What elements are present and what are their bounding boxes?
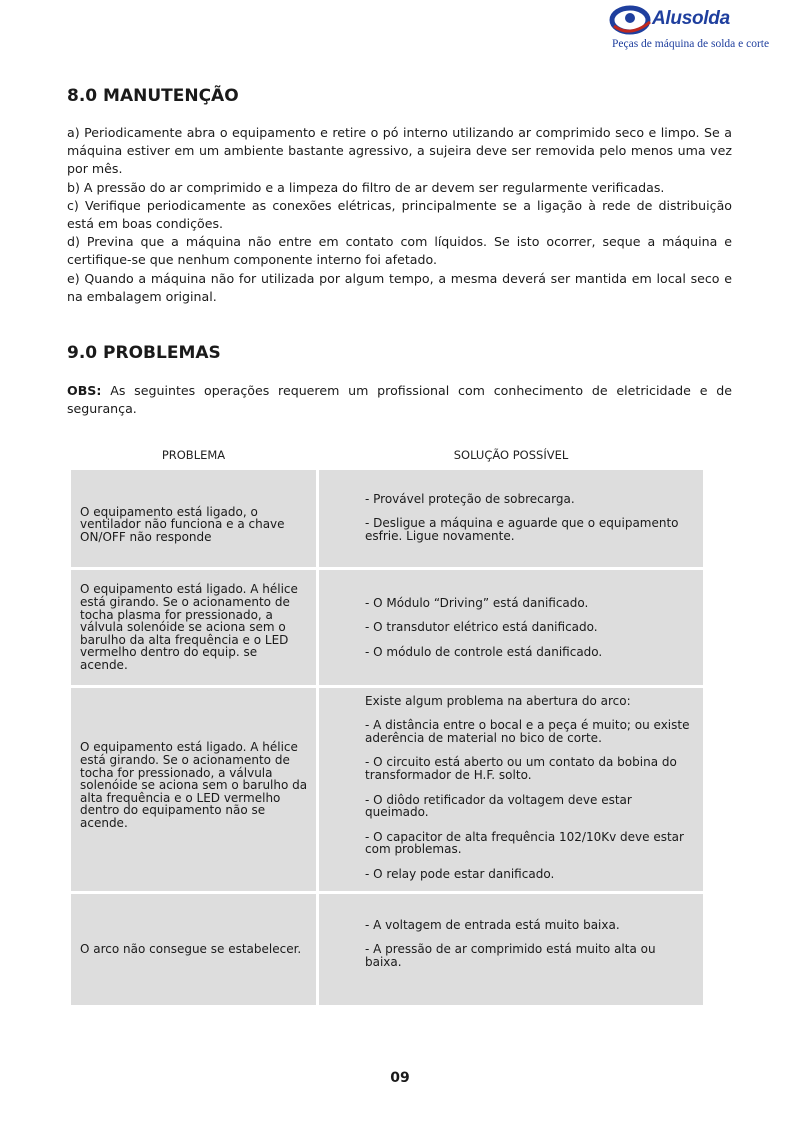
solution-item: - O circuito está aberto ou um contato da bobina do transformador de H.F. solto. [365, 755, 677, 782]
maintenance-list [67, 124, 732, 306]
maintenance-item-d: d) Previna que a máquina não entre em contato com líquidos. Se isto ocorrer, seque a máquina e certifique-se que nenhum componente interno foi afetado. [67, 234, 732, 268]
problem-text: O equipamento está ligado. A hélice está girando. Se o acionamento de tocha for pressionado, a válvula solenóide se aciona sem o barulho da alta frequência e o LED vermelho dentro do equipamento não se acende. [80, 740, 308, 830]
section-title-problems: 9.0 PROBLEMAS [67, 343, 221, 363]
solution-item: - A pressão de ar comprimido está muito alta ou baixa. [365, 942, 656, 969]
solution-item: - O Módulo “Driving” está danificado. [365, 595, 589, 610]
solution-item: - Desligue a máquina e aguarde que o equipamento esfrie. Ligue novamente. [365, 516, 679, 543]
solution-item: - A distância entre o bocal e a peça é muito; ou existe aderência de material no bico de corte. [365, 718, 690, 745]
solution-heading: Existe algum problema na abertura do arco: [365, 693, 631, 708]
section-title-maintenance: 8.0 MANUTENÇÃO [67, 86, 239, 106]
problem-text: O equipamento está ligado. A hélice está girando. Se o acionamento de tocha plasma for pressionado, a válvula solenóide se aciona sem o barulho da alta frequência e o LED vermelho dentro do equip. se acende. [80, 582, 298, 672]
solution-item: - Provável proteção de sobrecarga. [365, 491, 575, 506]
solution-item: - O diôdo retificador da voltagem deve estar queimado. [365, 792, 632, 820]
table-row [71, 570, 703, 685]
solution-item: - A voltagem de entrada está muito baixa. [365, 917, 620, 932]
obs-note [67, 382, 732, 418]
logo-swoosh-icon [608, 4, 656, 38]
obs-label: OBS: [67, 383, 102, 398]
problem-cell [71, 570, 316, 685]
solution-cell [319, 688, 703, 891]
solution-item: - O módulo de controle está danificado. [365, 644, 603, 659]
solution-cell [319, 570, 703, 685]
table-row [71, 470, 703, 567]
header-problem: PROBLEMA [161, 448, 226, 462]
problem-cell [71, 894, 316, 1005]
solution-item: - O transdutor elétrico está danificado. [365, 620, 598, 635]
solution-item: - O relay pode estar danificado. [365, 866, 555, 881]
problem-text: O arco não consegue se estabelecer. [80, 942, 302, 957]
brand-logo [608, 4, 770, 54]
maintenance-item-b: b) A pressão do ar comprimido e a limpeza do filtro de ar devem ser regularmente verificadas. [67, 179, 665, 195]
solution-item: - O capacitor de alta frequência 102/10Kv deve estar com problemas. [365, 829, 684, 857]
maintenance-item-e: e) Quando a máquina não for utilizada por algum tempo, a mesma deverá ser mantida em local seco e na embalagem original. [67, 270, 732, 304]
solution-cell [319, 894, 703, 1005]
table-row [71, 894, 703, 1005]
page-number: 09 [390, 1070, 410, 1086]
maintenance-item-a: a) Periodicamente abra o equipamento e retire o pó interno utilizando ar comprimido seco e limpo. Se a máquina estiver em um ambiente bastante agressivo, a sujeira deve ser removida pelo menos uma vez por mês. [67, 125, 732, 177]
obs-text: As seguintes operações requerem um profissional com conhecimento de eletricidade e de segurança. [67, 383, 732, 417]
problem-text: O equipamento está ligado, o ventilador não funciona e a chave ON/OFF não responde [80, 504, 285, 544]
header-solution: SOLUÇÃO POSSÍVEL [453, 448, 569, 462]
problem-cell [71, 470, 316, 567]
problem-cell [71, 688, 316, 891]
brand-tagline: Peças de máquina de solda e corte [612, 38, 770, 50]
table-row [71, 688, 703, 891]
solution-cell [319, 470, 703, 567]
brand-name: Alusolda [652, 8, 730, 29]
maintenance-item-c: c) Verifique periodicamente as conexões elétricas, principalmente se a ligação à rede de distribuição está em boas condições. [67, 197, 732, 232]
